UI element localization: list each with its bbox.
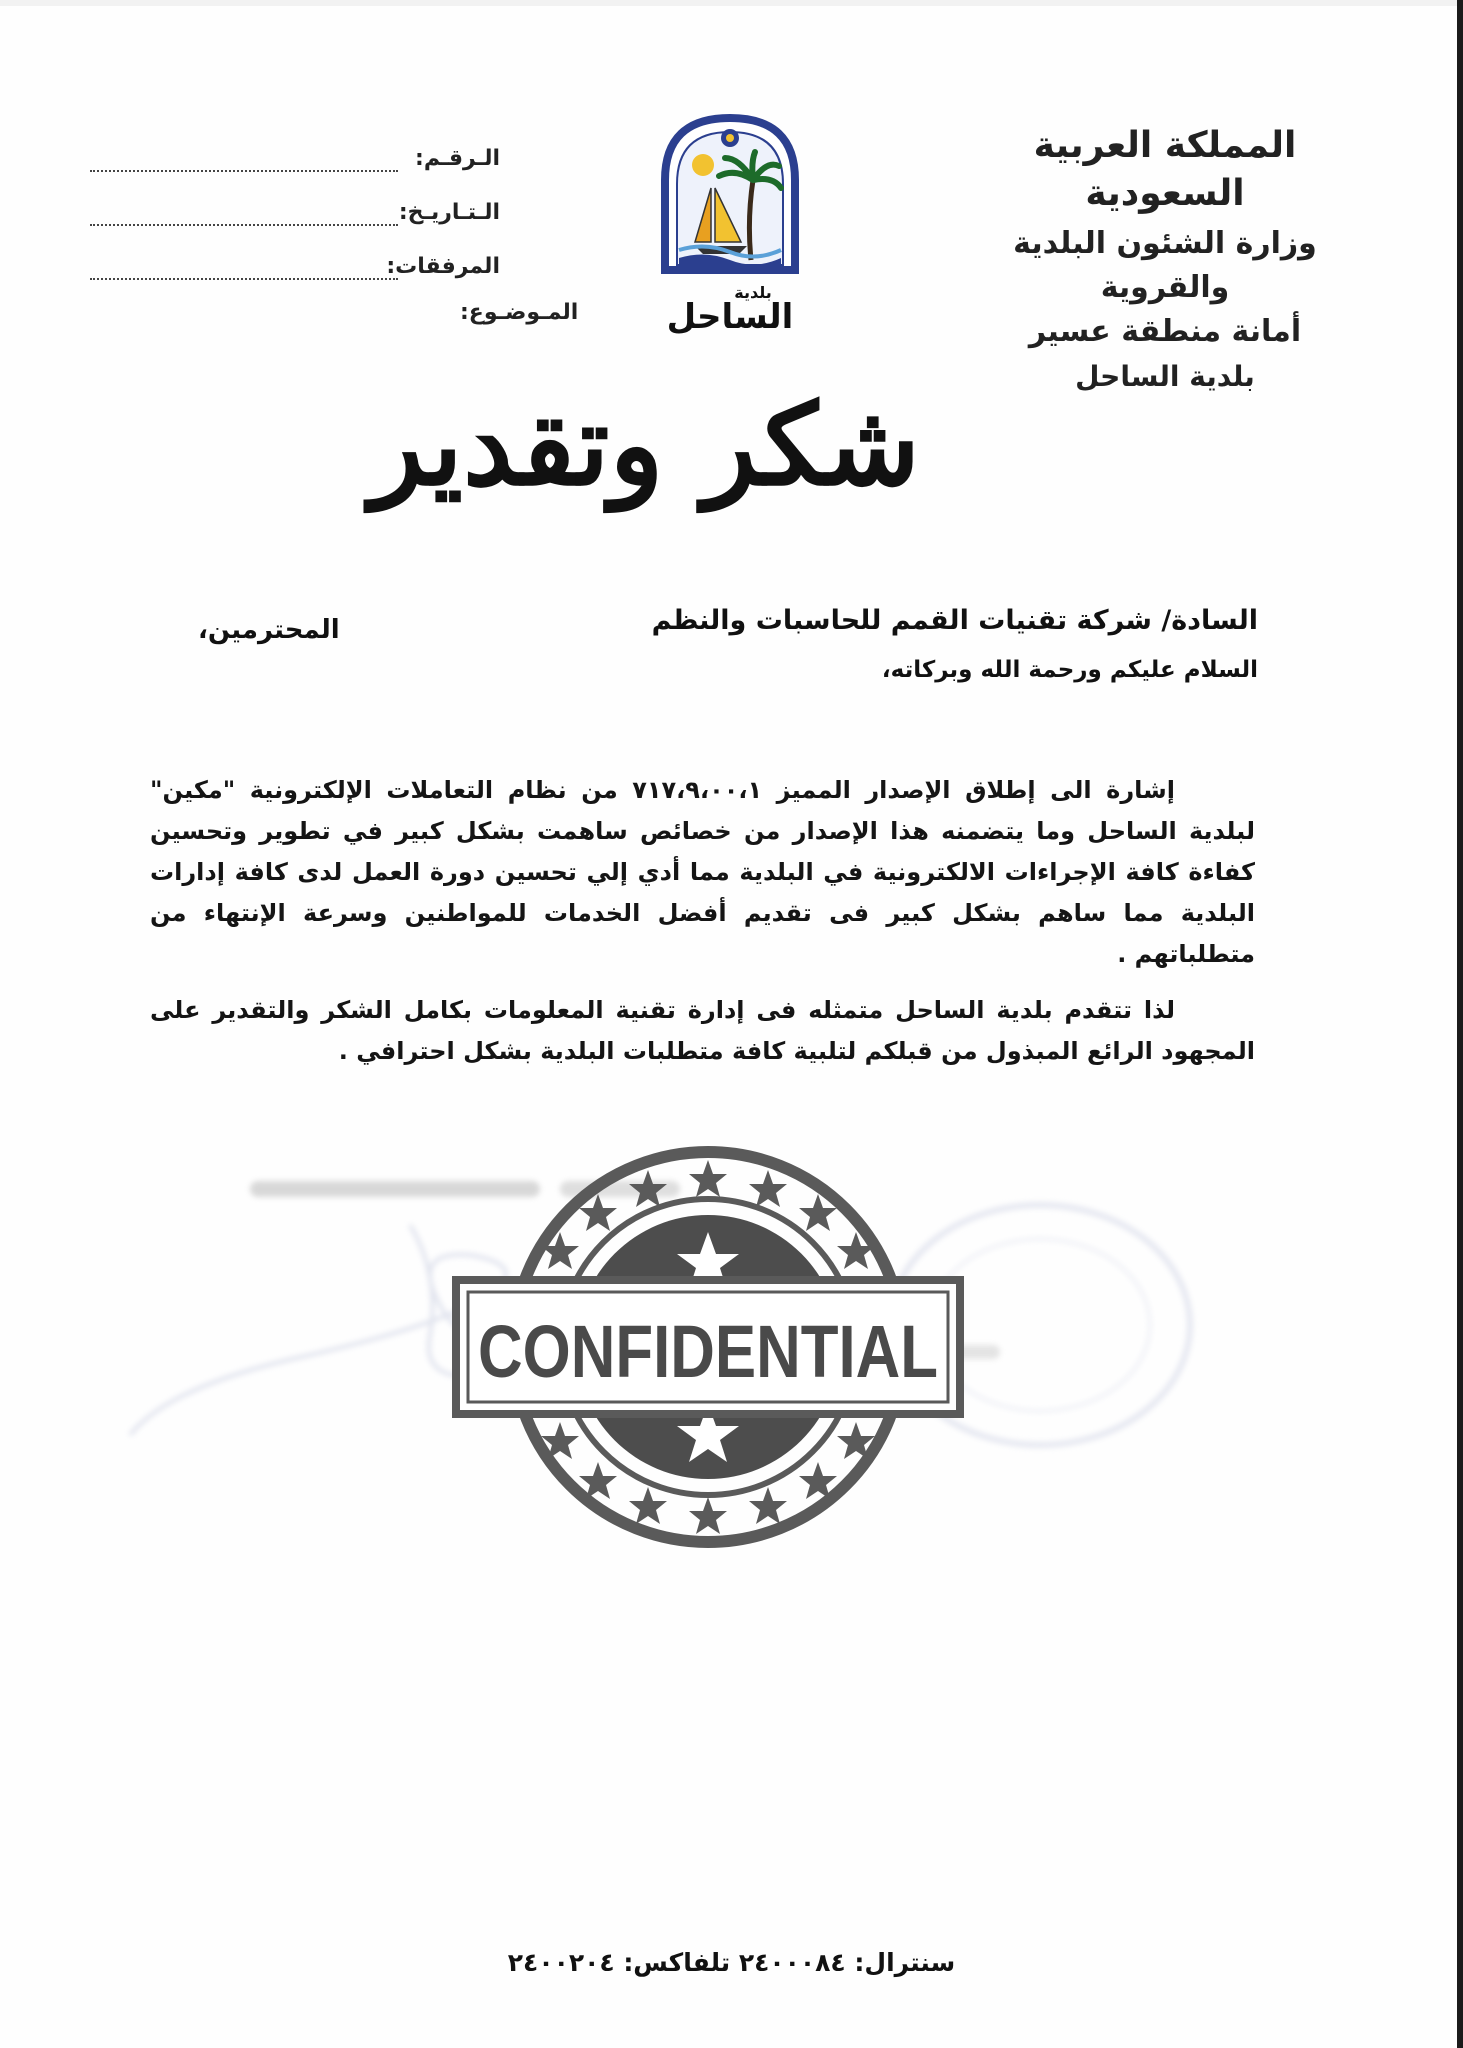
confidential-stamp — [448, 1142, 968, 1552]
ministry-name: وزارة الشئون البلدية والقروية — [1013, 226, 1317, 305]
amanah-name: أمانة منطقة عسير — [1028, 314, 1302, 349]
date-dotted-line — [90, 224, 398, 226]
reference-fields — [90, 142, 500, 304]
page-edge-top — [0, 0, 1463, 6]
addressee: السادة/ شركة تقنيات القمم للحاسبات والنظم — [651, 605, 1258, 636]
letter-title: شكر وتقدير — [369, 379, 921, 511]
date-label: الـتـاريـخ: — [398, 200, 500, 225]
stamp-text: CONFIDENTIAL — [478, 1310, 938, 1393]
municipality-name: بلدية الساحل — [1075, 360, 1255, 393]
body-paragraph-2: لذا تتقدم بلدية الساحل متمثله فى إدارة تقنية المعلومات بكامل الشكر والتقدير على المجهود الرائع المبذول من قبلكم لتلبية كافة متطلبات البلدية بشكل احترافي . — [150, 996, 1255, 1065]
subject-label: المـوضـوع: — [460, 300, 579, 325]
greeting: السلام عليكم ورحمة الله وبركاته، — [881, 657, 1258, 683]
attachments-field — [90, 250, 500, 304]
date-field — [90, 196, 500, 250]
municipality-logo-icon — [655, 110, 805, 335]
number-field — [90, 142, 500, 196]
letterhead — [955, 122, 1375, 400]
attachments-dotted-line — [90, 278, 398, 280]
contact-footer: سنترال: ٢٤٠٠٠٨٤ تلفاكس: ٢٤٠٠٢٠٤ — [507, 1948, 956, 1977]
attachments-label: المرفقات: — [386, 254, 500, 279]
honorific: المحترمين، — [198, 615, 340, 645]
number-label: الـرقـم: — [415, 146, 500, 171]
number-dotted-line — [90, 170, 398, 172]
logo-big-text: الساحل — [666, 297, 794, 337]
kingdom-name: المملكة العربية السعودية — [1033, 125, 1297, 214]
logo-small-text: بلدية — [734, 283, 772, 302]
body-paragraph-1: إشارة الى إطلاق الإصدار المميز ٧١٧،٩،٠٠،١ من نظام التعاملات الإلكترونية "مكين" لبلدية الساحل وما يتضمنه هذا الإصدار من خصائص ساهمت بشكل كبير في تطوير وتحسين كفاءة كافة الإجراءات الالكترونية في البلدية مما أدي إلي تحسين دورة العمل لدى كافة إدارات البلدية مما ساهم بشكل كبير فى تقديم أفضل الخدمات للمواطنين وسرعة الإنتهاء من متطلباتهم . — [150, 776, 1255, 968]
page-edge-right — [1457, 0, 1463, 2048]
